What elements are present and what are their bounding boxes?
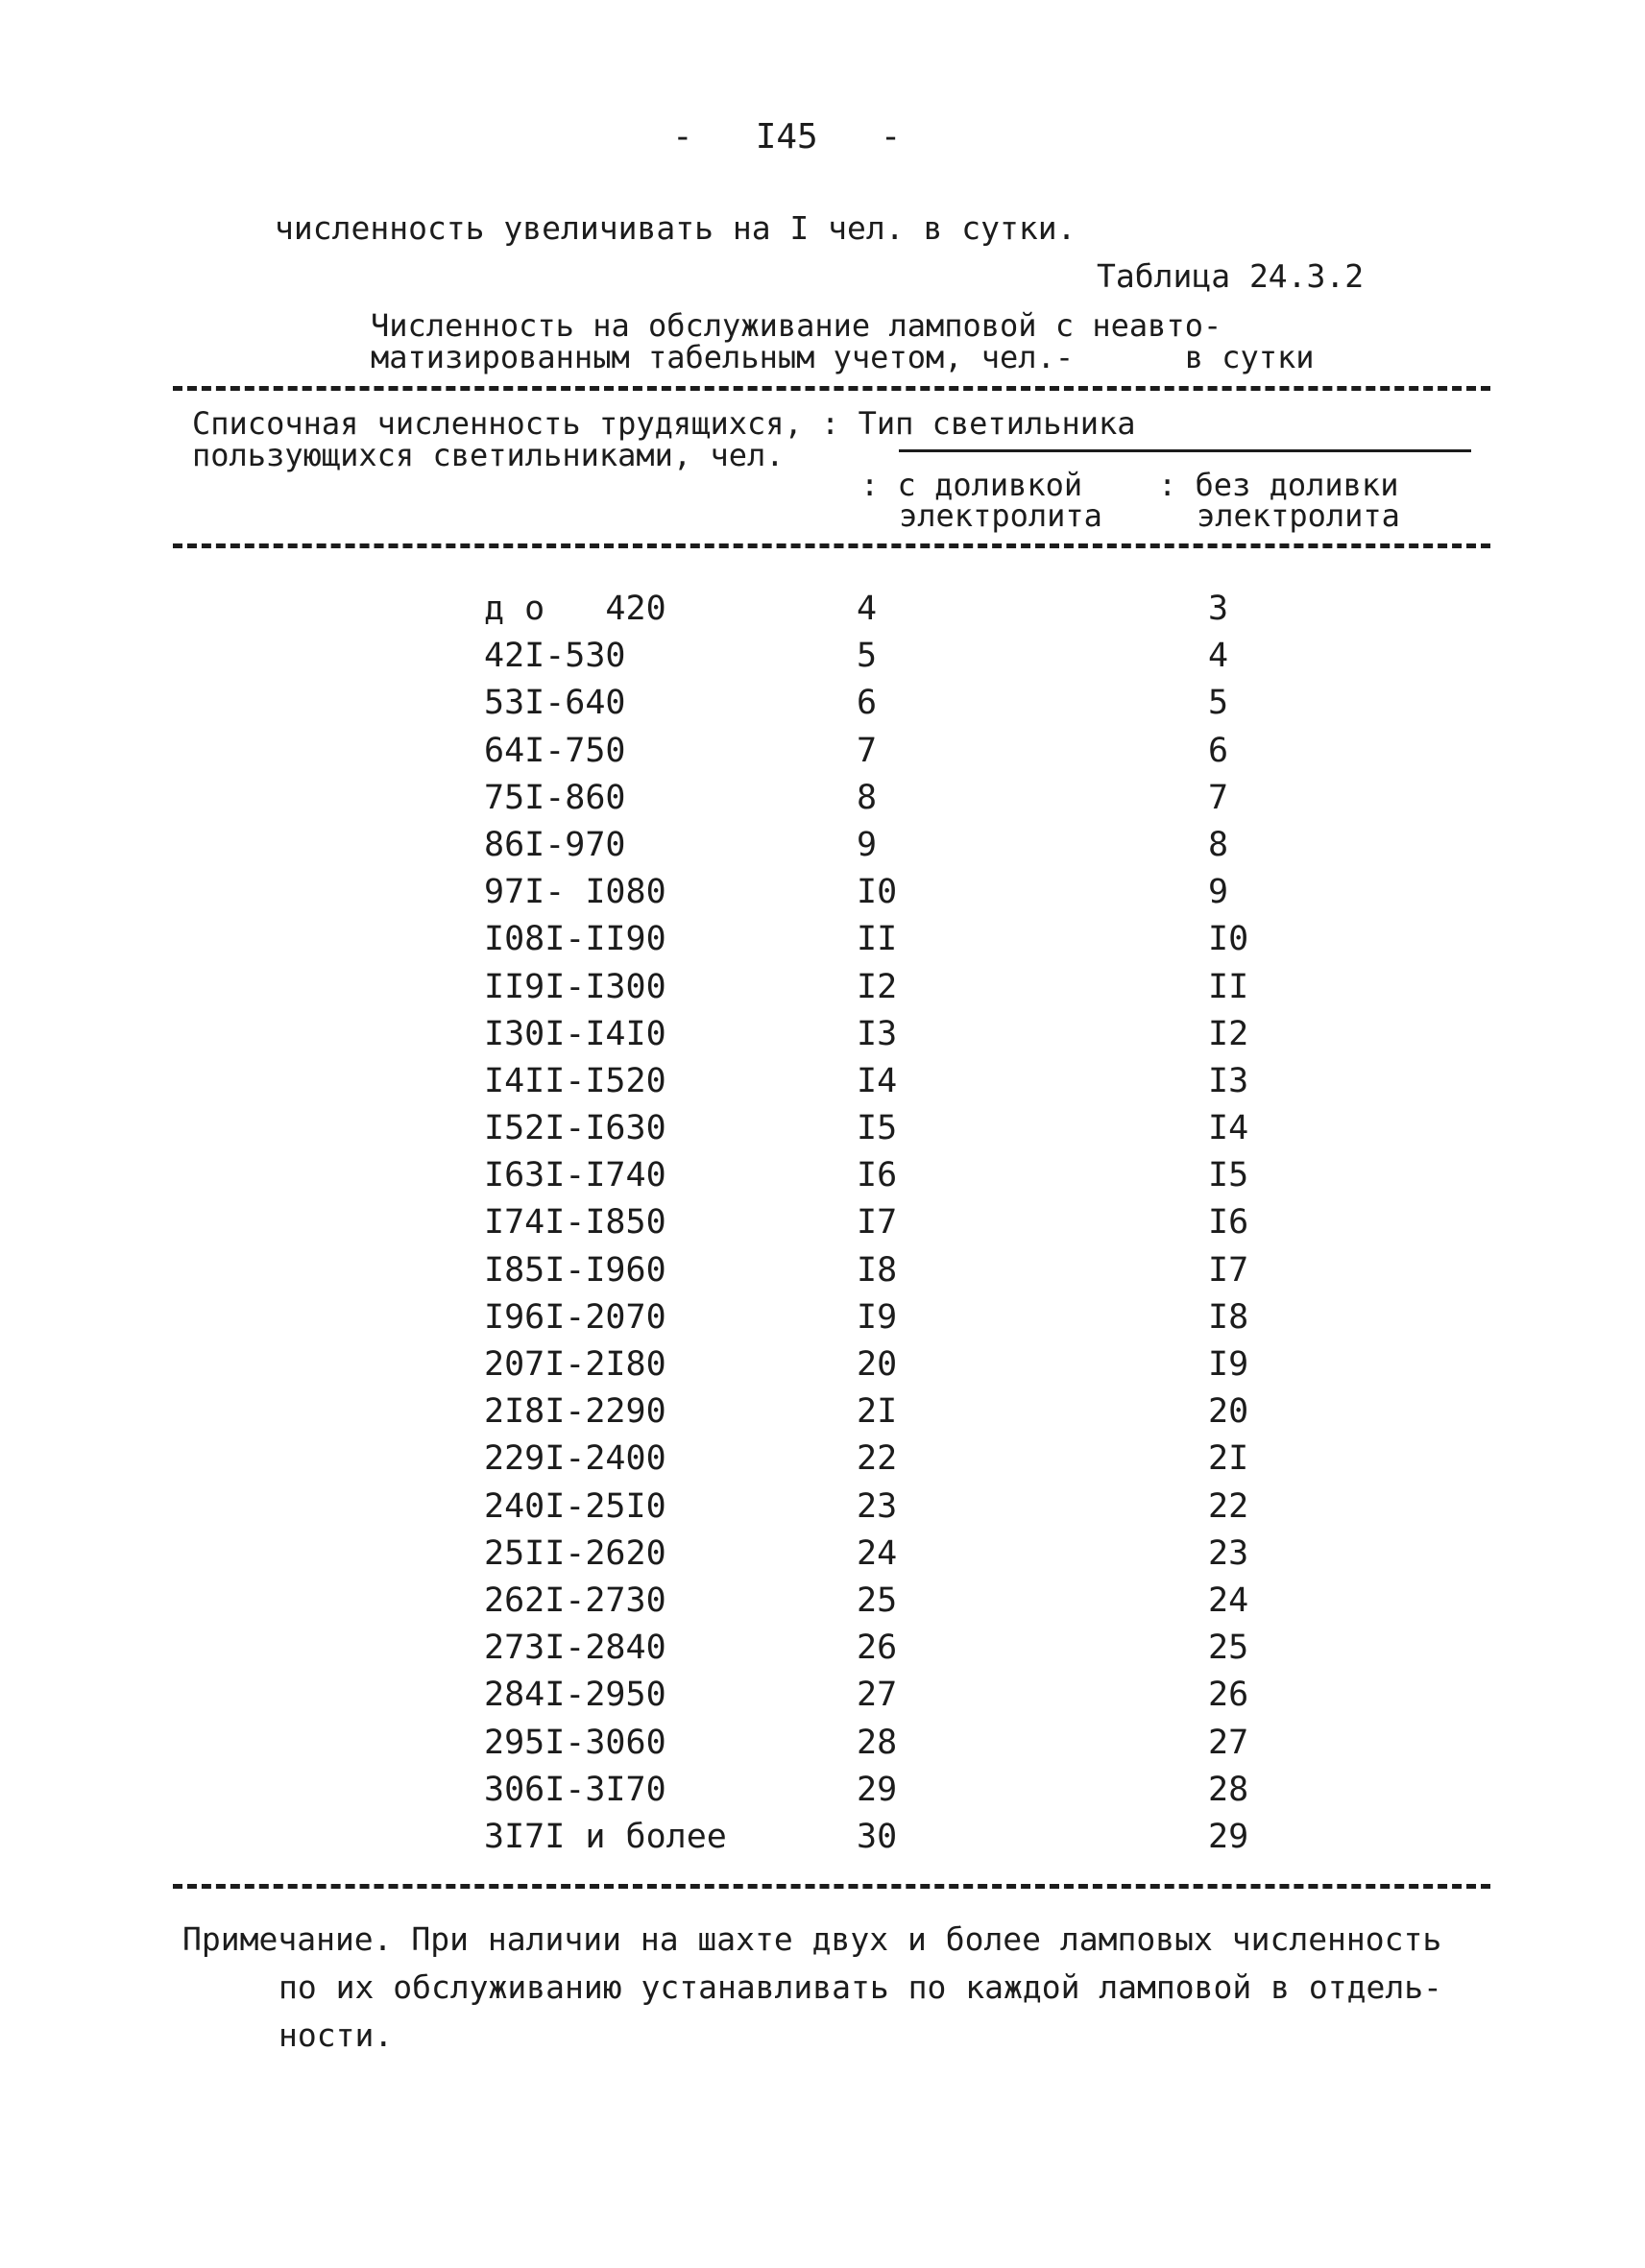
cell-with-topup: 24 — [857, 1533, 898, 1573]
cell-without-topup: 8 — [1208, 825, 1229, 864]
cell-with-topup: 7 — [857, 731, 878, 770]
cell-with-topup: 8 — [857, 778, 878, 817]
cell-with-topup: I9 — [857, 1297, 898, 1337]
intro-text: численность увеличивать на I чел. в сутки. — [275, 209, 1077, 247]
cell-without-topup: 7 — [1208, 778, 1229, 817]
header-sub1-line-1: : с доливкой — [860, 467, 1083, 503]
cell-range: I96I-2070 — [484, 1297, 666, 1337]
cell-with-topup: I0 — [857, 873, 898, 912]
cell-without-topup: 24 — [1208, 1580, 1249, 1620]
note-line-2: по их обслуживанию устанавливать по каждой ламповой в отдель- — [278, 1968, 1442, 2006]
table-row — [0, 1581, 1645, 1629]
cell-with-topup: 22 — [857, 1439, 898, 1479]
cell-with-topup: II — [857, 920, 898, 959]
table-row — [0, 1298, 1645, 1345]
header-sub2-line-2: электролита — [1197, 497, 1400, 534]
cell-with-topup: I2 — [857, 967, 898, 1006]
cell-without-topup: 29 — [1208, 1817, 1249, 1856]
table-row — [0, 1203, 1645, 1250]
cell-with-topup: 5 — [857, 637, 878, 676]
cell-range: 75I-860 — [484, 778, 626, 817]
cell-without-topup: 4 — [1208, 637, 1229, 676]
cell-without-topup: 23 — [1208, 1533, 1249, 1573]
table-row — [0, 873, 1645, 920]
header-col1-line-2: пользующихся светильниками, чел. — [192, 437, 785, 473]
cell-without-topup: 6 — [1208, 731, 1229, 770]
cell-without-topup: 9 — [1208, 873, 1229, 912]
table-row — [0, 1345, 1645, 1392]
cell-with-topup: I6 — [857, 1156, 898, 1195]
cell-without-topup: I0 — [1208, 920, 1249, 959]
table-row — [0, 1156, 1645, 1203]
cell-with-topup: 26 — [857, 1629, 898, 1668]
cell-with-topup: 20 — [857, 1345, 898, 1384]
cell-range: 229I-2400 — [484, 1439, 666, 1479]
cell-without-topup: I2 — [1208, 1014, 1249, 1053]
table-bottom-rule — [173, 1884, 1490, 1889]
header-group-rule — [899, 449, 1471, 452]
cell-with-topup: I8 — [857, 1250, 898, 1290]
cell-range: 64I-750 — [484, 731, 626, 770]
cell-with-topup: 23 — [857, 1486, 898, 1526]
table-row — [0, 732, 1645, 779]
table-caption-line-2: матизированным табельным учетом, чел.- в сутки — [371, 339, 1315, 375]
cell-without-topup: I4 — [1208, 1109, 1249, 1148]
table-row — [0, 637, 1645, 684]
cell-range: 240I-25I0 — [484, 1486, 666, 1526]
cell-range: I85I-I960 — [484, 1250, 666, 1290]
cell-without-topup: 26 — [1208, 1676, 1249, 1715]
cell-range: I74I-I850 — [484, 1203, 666, 1243]
cell-without-topup: I8 — [1208, 1297, 1249, 1337]
cell-without-topup: I3 — [1208, 1061, 1249, 1100]
table-row — [0, 920, 1645, 967]
cell-range: д о 420 — [484, 590, 666, 628]
cell-with-topup: 25 — [857, 1580, 898, 1620]
header-sub1-line-2: электролита — [899, 497, 1102, 534]
cell-range: 25II-2620 — [484, 1533, 666, 1573]
cell-range: 306I-3I70 — [484, 1770, 666, 1809]
cell-without-topup: I6 — [1208, 1203, 1249, 1243]
cell-with-topup: 4 — [857, 590, 878, 628]
cell-range: 86I-970 — [484, 825, 626, 864]
cell-range: I4II-I520 — [484, 1061, 666, 1100]
cell-with-topup: 6 — [857, 684, 878, 723]
table-body — [0, 590, 1645, 1865]
cell-without-topup: 20 — [1208, 1392, 1249, 1432]
cell-without-topup: 2I — [1208, 1439, 1249, 1479]
cell-with-topup: I4 — [857, 1061, 898, 1100]
cell-without-topup: 27 — [1208, 1723, 1249, 1762]
cell-range: 273I-2840 — [484, 1629, 666, 1668]
cell-range: 2I8I-2290 — [484, 1392, 666, 1432]
cell-range: I08I-II90 — [484, 920, 666, 959]
cell-range: I63I-I740 — [484, 1156, 666, 1195]
table-row — [0, 1392, 1645, 1439]
cell-without-topup: I7 — [1208, 1250, 1249, 1290]
cell-range: 53I-640 — [484, 684, 626, 723]
cell-with-topup: 30 — [857, 1817, 898, 1856]
cell-without-topup: I9 — [1208, 1345, 1249, 1384]
table-row — [0, 779, 1645, 826]
note-line-3: ности. — [278, 2016, 394, 2054]
cell-range: 284I-2950 — [484, 1676, 666, 1715]
table-row — [0, 1629, 1645, 1676]
table-row — [0, 1062, 1645, 1109]
cell-range: 97I- I080 — [484, 873, 666, 912]
table-row — [0, 1818, 1645, 1865]
table-row — [0, 1487, 1645, 1534]
cell-range: 3I7I и более — [484, 1817, 727, 1856]
cell-without-topup: I5 — [1208, 1156, 1249, 1195]
note-line-1: Примечание. При наличии на шахте двух и более ламповых численность — [182, 1920, 1442, 1958]
table-row — [0, 1015, 1645, 1062]
cell-with-topup: I3 — [857, 1014, 898, 1053]
cell-with-topup: I7 — [857, 1203, 898, 1243]
cell-without-topup: 28 — [1208, 1770, 1249, 1809]
table-top-rule — [173, 386, 1490, 391]
cell-range: 42I-530 — [484, 637, 626, 676]
cell-without-topup: II — [1208, 967, 1249, 1006]
table-row — [0, 968, 1645, 1015]
cell-without-topup: 22 — [1208, 1486, 1249, 1526]
cell-range: I30I-I4I0 — [484, 1014, 666, 1053]
cell-without-topup: 25 — [1208, 1629, 1249, 1668]
cell-range: 207I-2I80 — [484, 1345, 666, 1384]
table-row — [0, 826, 1645, 873]
table-row — [0, 1251, 1645, 1298]
cell-with-topup: 9 — [857, 825, 878, 864]
table-row — [0, 1724, 1645, 1771]
cell-without-topup: 5 — [1208, 684, 1229, 723]
table-header-rule — [173, 543, 1490, 548]
cell-range: 295I-3060 — [484, 1723, 666, 1762]
cell-range: I52I-I630 — [484, 1109, 666, 1148]
cell-with-topup: 2I — [857, 1392, 898, 1432]
table-row — [0, 590, 1645, 637]
table-row — [0, 1534, 1645, 1581]
cell-without-topup: 3 — [1208, 590, 1229, 628]
cell-with-topup: 27 — [857, 1676, 898, 1715]
table-row — [0, 1109, 1645, 1156]
cell-with-topup: 28 — [857, 1723, 898, 1762]
cell-with-topup: 29 — [857, 1770, 898, 1809]
table-label: Таблица 24.3.2 — [1097, 257, 1365, 295]
table-row — [0, 1771, 1645, 1818]
header-col1-line-1: Списочная численность трудящихся, : Тип светильника — [192, 405, 1136, 442]
table-row — [0, 1676, 1645, 1723]
table-row — [0, 1439, 1645, 1486]
table-caption-line-1: Численность на обслуживание ламповой с неавто- — [371, 307, 1222, 344]
cell-range: 262I-2730 — [484, 1580, 666, 1620]
cell-with-topup: I5 — [857, 1109, 898, 1148]
page-number: - I45 - — [672, 117, 902, 157]
header-sub2-line-1: : без доливки — [1158, 467, 1399, 503]
table-row — [0, 684, 1645, 731]
cell-range: II9I-I300 — [484, 967, 666, 1006]
